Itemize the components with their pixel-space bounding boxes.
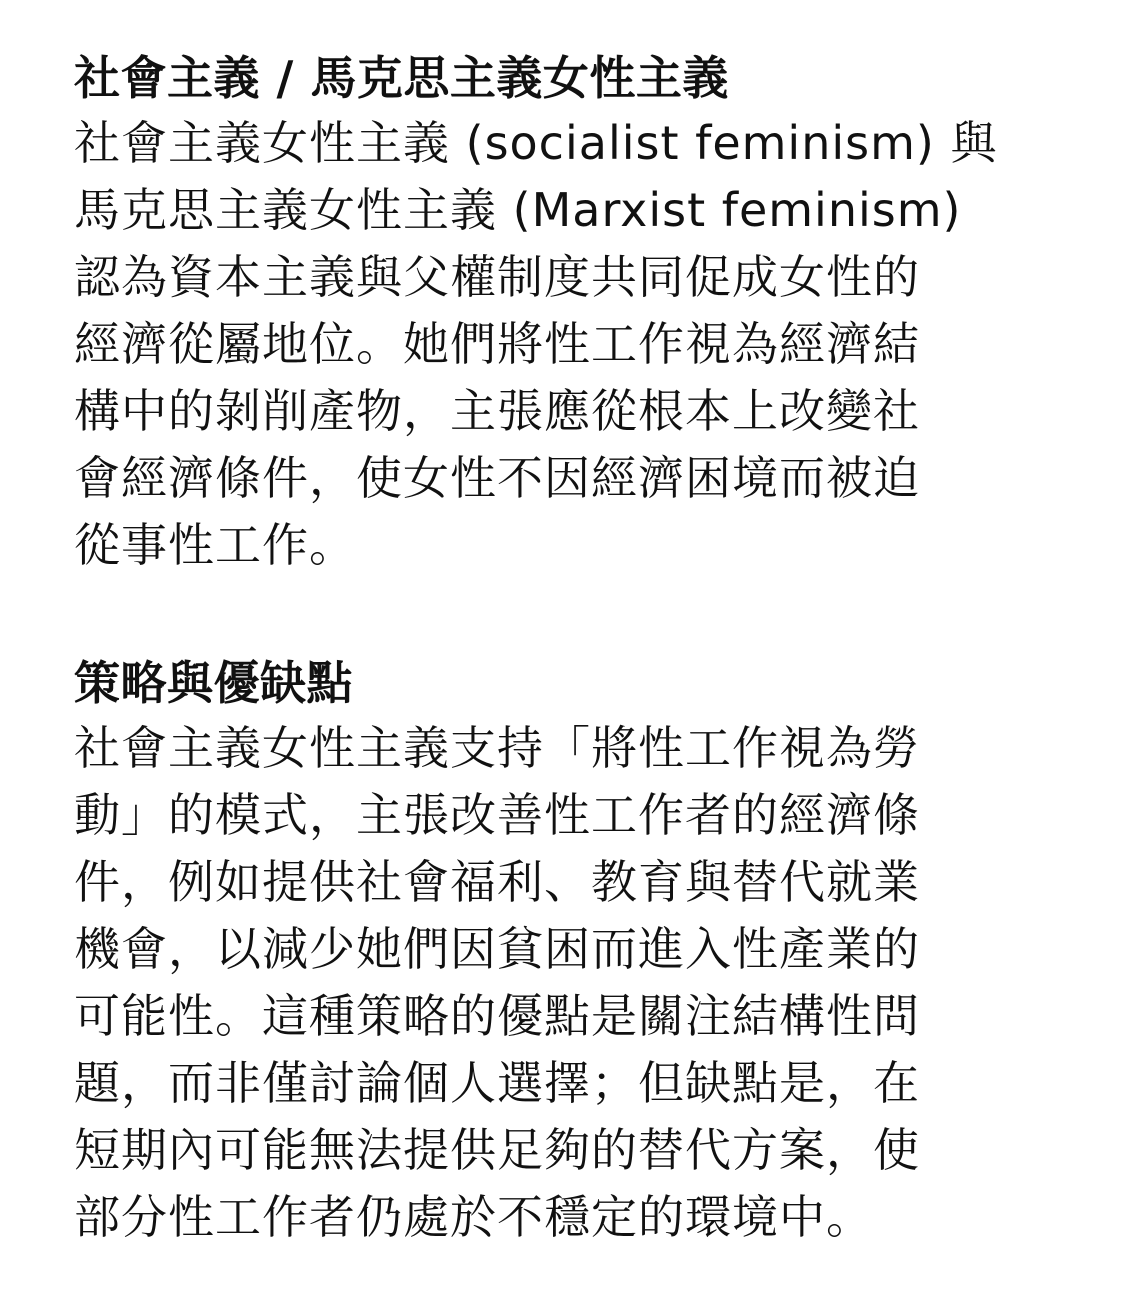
paragraph-line: 會經濟條件，使女性不因經濟困境而被迫 — [74, 451, 920, 505]
section-title: 社會主義 / 馬克思主義女性主義 — [74, 51, 729, 105]
paragraph-line: 經濟從屬地位。她們將性工作視為經濟結 — [74, 317, 920, 371]
paragraph-line: 部分性工作者仍處於不穩定的環境中。 — [74, 1190, 873, 1244]
paragraph-line: 社會主義女性主義支持「將性工作視為勞 — [74, 721, 920, 775]
paragraph-line: 動」的模式，主張改善性工作者的經濟條 — [74, 788, 920, 842]
paragraph-line: 構中的剝削產物，主張應從根本上改變社 — [74, 384, 920, 438]
paragraph-line: 可能性。這種策略的優點是關注結構性問 — [74, 989, 920, 1043]
paragraph-line: 件，例如提供社會福利、教育與替代就業 — [74, 855, 920, 909]
paragraph-line: 題，而非僅討論個人選擇；但缺點是，在 — [74, 1056, 920, 1110]
paragraph-line: 認為資本主義與父權制度共同促成女性的 — [74, 250, 920, 304]
article-content — [74, 46, 1014, 1251]
paragraph-line: 社會主義女性主義 (socialist feminism) 與 — [74, 116, 998, 170]
section-paragraph — [74, 715, 1014, 1251]
paragraph-line: 從事性工作。 — [74, 518, 356, 572]
paragraph-line: 機會，以減少她們因貧困而進入性產業的 — [74, 922, 920, 976]
section-socialist-feminism — [74, 46, 1014, 579]
section-spacer — [74, 579, 1014, 651]
paragraph-line: 馬克思主義女性主義 (Marxist feminism) — [74, 183, 962, 237]
paragraph-line: 短期內可能無法提供足夠的替代方案，使 — [74, 1123, 920, 1177]
section-title: 策略與優缺點 — [74, 656, 353, 710]
section-paragraph — [74, 110, 1014, 579]
section-strategy — [74, 651, 1014, 1251]
